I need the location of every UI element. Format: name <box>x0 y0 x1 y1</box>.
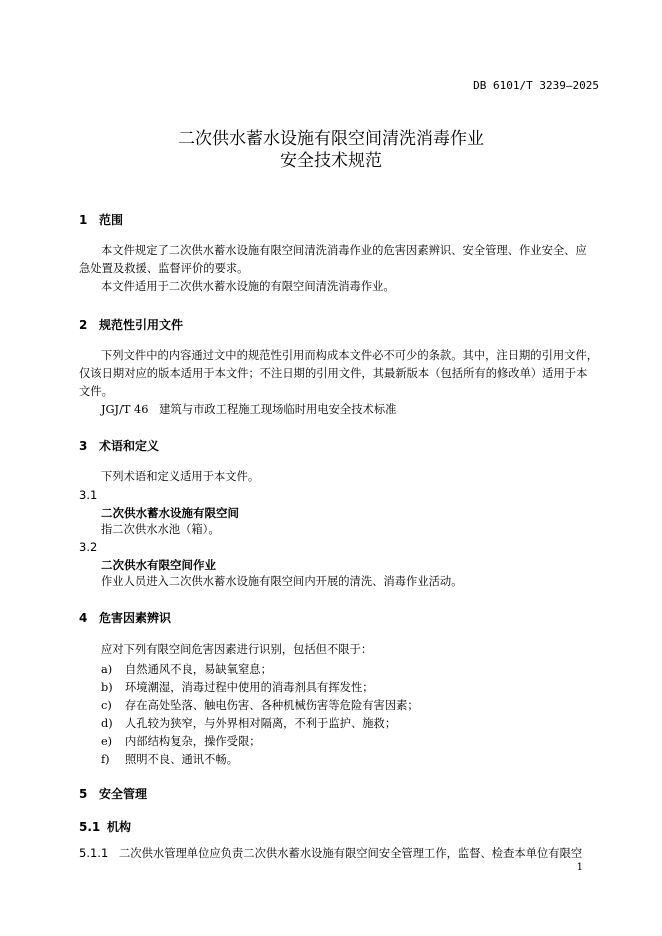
document-title-line1: 二次供水蓄水设施有限空间清洗消毒作业 <box>178 129 484 149</box>
term-3-1-number: 3.1 <box>79 488 98 502</box>
section-number: 1 <box>79 213 88 227</box>
clause-5-1-1 <box>79 845 582 861</box>
section-2-heading <box>79 316 183 333</box>
section-title: 术语和定义 <box>99 439 160 453</box>
section-4-heading <box>79 609 171 626</box>
section-1-heading <box>79 211 123 228</box>
s1-paragraph-1-line-1: 本文件规定了二次供水蓄水设施有限空间清洗消毒作业的危害因素辨识、安全管理、作业安全、应 <box>101 244 587 257</box>
section-5-heading <box>79 785 147 802</box>
subsection-5-1-heading <box>79 818 131 835</box>
s4-intro: 应对下列有限空间危害因素进行识别，包括但不限于： <box>101 643 373 656</box>
section-title: 范围 <box>99 213 124 227</box>
section-number: 4 <box>79 611 88 625</box>
list-item: d) 人孔较为狭窄，与外界相对隔离，不利于监护、施救； <box>101 717 397 730</box>
s1-paragraph-2: 本文件适用于二次供水蓄水设施的有限空间清洗消毒作业。 <box>101 280 395 293</box>
section-title: 安全管理 <box>99 787 148 801</box>
reference-title: 建筑与市政工程施工现场临时用电安全技术标准 <box>159 403 397 416</box>
s2-paragraph-line-1: 下列文件中的内容通过文中的规范性引用而构成本文件必不可少的条款。其中，注日期的引用文件， <box>101 349 599 362</box>
reference-code: JGJ/T 46 <box>101 403 149 416</box>
section-3-heading <box>79 437 159 454</box>
list-item: a) 自然通风不良，易缺氧窒息； <box>101 663 272 676</box>
clause-number: 5.1.1 <box>79 846 109 860</box>
term-3-2-definition: 作业人员进入二次供水蓄水设施有限空间内开展的清洗、消毒作业活动。 <box>101 575 463 588</box>
section-title: 危害因素辨识 <box>99 611 172 625</box>
section-title: 规范性引用文件 <box>99 318 184 332</box>
section-number: 2 <box>79 318 88 332</box>
page-number: 1 <box>576 862 583 873</box>
list-item: b) 环境潮湿，消毒过程中使用的消毒剂具有挥发性； <box>101 681 374 694</box>
s2-paragraph-line-2: 仅该日期对应的版本适用于本文件；不注日期的引用文件，其最新版本（包括所有的修改单）适用于本 <box>79 367 588 380</box>
term-3-2-number: 3.2 <box>79 540 98 554</box>
term-3-1-name: 二次供水蓄水设施有限空间 <box>101 506 239 520</box>
standard-number: DB 6101/T 3239—2025 <box>473 79 599 92</box>
document-title-line2: 安全技术规范 <box>280 151 382 171</box>
term-3-2-name: 二次供水有限空间作业 <box>101 558 216 572</box>
normative-reference <box>101 401 396 419</box>
list-item: f) 照明不良、通讯不畅。 <box>101 753 238 766</box>
s1-paragraph-1-line-2: 急处置及救援、监督评价的要求。 <box>79 262 249 275</box>
section-number: 3 <box>79 439 88 453</box>
subsection-number: 5.1 <box>79 820 101 834</box>
list-item: e) 内部结构复杂，操作受限； <box>101 735 261 748</box>
clause-text: 二次供水管理单位应负责二次供水蓄水设施有限空间安全管理工作，监督、检查本单位有限空 <box>119 847 583 860</box>
list-item: c) 存在高处坠落、触电伤害、各种机械伤害等危险有害因素； <box>101 699 419 712</box>
subsection-title: 机构 <box>107 820 132 834</box>
section-number: 5 <box>79 787 88 801</box>
s2-paragraph-line-3: 文件。 <box>79 385 113 398</box>
term-3-1-definition: 指二次供水水池（箱）。 <box>101 523 220 536</box>
s3-intro: 下列术语和定义适用于本文件。 <box>101 470 260 483</box>
